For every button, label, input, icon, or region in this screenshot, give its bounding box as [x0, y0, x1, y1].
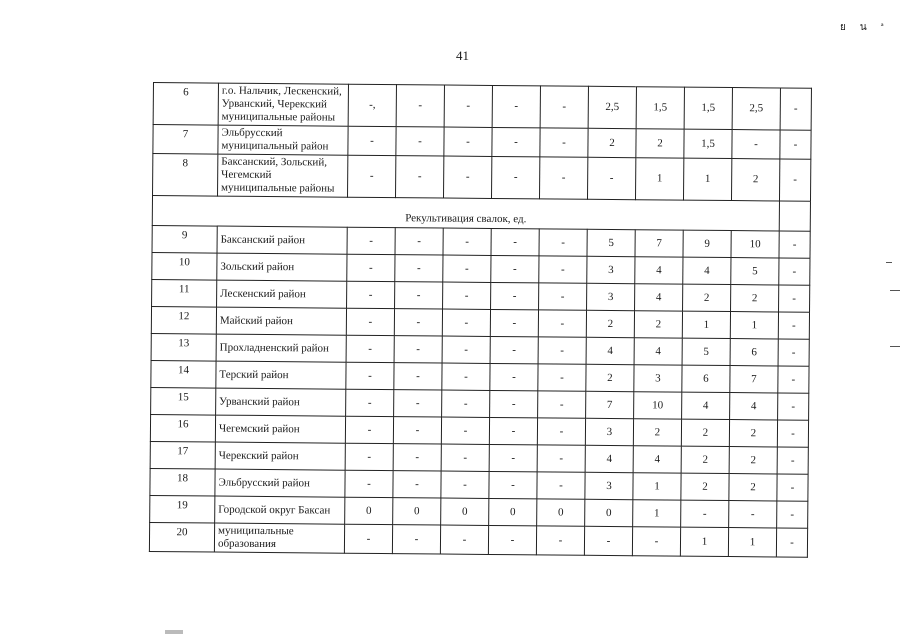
- row-number: 8: [153, 154, 218, 197]
- value-cell: -: [491, 228, 539, 255]
- row-name: Городской округ Баксан: [215, 496, 345, 524]
- top-rows: [153, 83, 812, 202]
- value-cell: -: [443, 228, 491, 255]
- value-cell: -: [779, 285, 810, 312]
- value-cell: -: [490, 336, 538, 363]
- value-cell: -: [444, 127, 492, 156]
- value-cell: 2: [729, 420, 777, 447]
- value-cell: -: [443, 282, 491, 309]
- row-number: 6: [153, 83, 218, 126]
- value-cell: -: [393, 444, 441, 471]
- corner-mark: ยน: [840, 22, 881, 33]
- row-number: 11: [152, 279, 217, 307]
- value-cell: -: [779, 159, 810, 201]
- row-name: Лескенский район: [217, 280, 347, 308]
- value-cell: -: [538, 337, 586, 364]
- section-title: Рекультивация свалок, ед.: [152, 196, 779, 231]
- value-cell: -: [489, 444, 537, 471]
- value-cell: 1: [680, 527, 728, 556]
- section-spacer-cell: [779, 201, 810, 231]
- value-cell: 2,5: [588, 86, 636, 128]
- value-cell: -: [780, 130, 811, 159]
- value-cell: -: [539, 256, 587, 283]
- value-cell: -: [441, 417, 489, 444]
- value-cell: 1: [633, 473, 681, 500]
- row-name: г.о. Нальчик, Лескенский, Урванский, Черекский муниципальные районы: [218, 83, 348, 126]
- value-cell: -: [393, 417, 441, 444]
- row-number: 19: [150, 495, 215, 523]
- value-cell: -: [443, 255, 491, 282]
- value-cell: -: [489, 471, 537, 498]
- row-number: 13: [151, 333, 216, 361]
- value-cell: -: [777, 447, 808, 474]
- value-cell: -: [537, 472, 585, 499]
- value-cell: -: [538, 310, 586, 337]
- value-cell: 9: [683, 230, 731, 257]
- value-cell: -: [395, 255, 443, 282]
- value-cell: 1: [635, 158, 683, 200]
- value-cell: 6: [730, 339, 778, 366]
- value-cell: -: [395, 282, 443, 309]
- value-cell: 1: [682, 311, 730, 338]
- value-cell: 3: [634, 365, 682, 392]
- row-number: 10: [152, 252, 217, 280]
- row-name: муниципальные образования: [214, 523, 344, 553]
- value-cell: -: [584, 526, 632, 555]
- value-cell: 3: [585, 418, 633, 445]
- value-cell: -: [444, 85, 492, 127]
- value-cell: 2: [681, 446, 729, 473]
- row-name: Зольский район: [217, 253, 347, 281]
- value-cell: 5: [682, 338, 730, 365]
- value-cell: 1,5: [684, 129, 732, 158]
- value-cell: 2: [586, 364, 634, 391]
- value-cell: -: [394, 309, 442, 336]
- value-cell: -: [587, 157, 635, 199]
- table-row: [153, 154, 811, 202]
- row-name: Чегемский район: [215, 415, 345, 443]
- value-cell: -: [778, 312, 809, 339]
- value-cell: -: [491, 255, 539, 282]
- value-cell: -: [441, 444, 489, 471]
- value-cell: -: [538, 364, 586, 391]
- value-cell: 0: [537, 499, 585, 526]
- value-cell: -: [780, 88, 811, 130]
- value-cell: -: [777, 474, 808, 501]
- value-cell: 4: [682, 392, 730, 419]
- value-cell: 0: [393, 498, 441, 525]
- value-cell: -: [538, 391, 586, 418]
- value-cell: 4: [683, 257, 731, 284]
- value-cell: 2: [681, 473, 729, 500]
- value-cell: -: [540, 86, 588, 128]
- value-cell: -: [489, 417, 537, 444]
- value-cell: -: [394, 363, 442, 390]
- value-cell: 5: [731, 258, 779, 285]
- value-cell: -: [346, 362, 394, 389]
- value-cell: -: [347, 254, 395, 281]
- value-cell: 7: [635, 230, 683, 257]
- value-cell: 4: [633, 446, 681, 473]
- value-cell: -: [393, 471, 441, 498]
- value-cell: 2: [633, 419, 681, 446]
- corner-mark: ª: [880, 22, 898, 33]
- scan-smudge: [165, 630, 183, 634]
- value-cell: 1,5: [684, 87, 732, 129]
- value-cell: -: [396, 127, 444, 156]
- row-name: Прохладненский район: [216, 334, 346, 362]
- value-cell: 2: [588, 128, 636, 157]
- value-cell: -: [777, 501, 808, 528]
- edge-mark: [890, 346, 900, 347]
- value-cell: -: [536, 526, 584, 555]
- value-cell: 0: [585, 499, 633, 526]
- value-cell: -: [490, 390, 538, 417]
- value-cell: 6: [682, 365, 730, 392]
- value-cell: -: [392, 525, 440, 554]
- value-cell: -: [539, 157, 587, 199]
- value-cell: 2: [729, 447, 777, 474]
- value-cell: 2: [586, 310, 634, 337]
- row-name: Баксанский, Зольский, Чегемский муниципальные районы: [218, 154, 348, 197]
- value-cell: 4: [635, 284, 683, 311]
- value-cell: -: [345, 416, 393, 443]
- value-cell: -: [348, 155, 396, 197]
- value-cell: 10: [634, 392, 682, 419]
- value-cell: 2: [636, 129, 684, 158]
- value-cell: -: [346, 335, 394, 362]
- value-cell: -: [778, 393, 809, 420]
- value-cell: -: [778, 366, 809, 393]
- value-cell: 10: [731, 231, 779, 258]
- row-number: 20: [149, 522, 214, 552]
- row-number: 7: [153, 125, 218, 155]
- value-cell: -: [681, 500, 729, 527]
- value-cell: -: [346, 308, 394, 335]
- page-number: 41: [456, 48, 469, 63]
- row-name: Черекский район: [215, 442, 345, 470]
- value-cell: 2: [683, 284, 731, 311]
- value-cell: 4: [730, 393, 778, 420]
- value-cell: -: [492, 85, 540, 127]
- value-cell: 0: [489, 498, 537, 525]
- value-cell: 5: [587, 229, 635, 256]
- value-cell: 2: [729, 474, 777, 501]
- value-cell: -: [540, 128, 588, 157]
- row-name: Эльбрусский муниципальный район: [218, 125, 348, 155]
- value-cell: -: [491, 156, 539, 198]
- row-number: 15: [151, 387, 216, 415]
- value-cell: -: [394, 336, 442, 363]
- value-cell: 1: [633, 500, 681, 527]
- value-cell: -: [729, 501, 777, 528]
- value-cell: -: [779, 258, 810, 285]
- table-row: [153, 83, 811, 131]
- value-cell: -: [632, 527, 680, 556]
- row-name: Баксанский район: [217, 226, 347, 254]
- value-cell: -: [345, 443, 393, 470]
- value-cell: -: [394, 390, 442, 417]
- row-name: Эльбрусский район: [215, 469, 345, 497]
- edge-mark: [890, 290, 900, 291]
- value-cell: -: [442, 390, 490, 417]
- value-cell: -: [492, 127, 540, 156]
- value-cell: -: [348, 126, 396, 155]
- value-cell: 3: [587, 283, 635, 310]
- value-cell: 0: [345, 497, 393, 524]
- row-number: 16: [150, 414, 215, 442]
- data-table: [149, 82, 812, 558]
- value-cell: 1: [730, 312, 778, 339]
- value-cell: 2: [731, 159, 779, 201]
- value-cell: -: [732, 130, 780, 159]
- value-cell: 0: [441, 498, 489, 525]
- value-cell: -: [441, 471, 489, 498]
- value-cell: -: [539, 283, 587, 310]
- value-cell: -: [396, 85, 444, 127]
- value-cell: -: [346, 389, 394, 416]
- row-number: 12: [151, 306, 216, 334]
- value-cell: -: [776, 528, 807, 557]
- value-cell: -: [443, 156, 491, 198]
- corner-marks: [840, 20, 897, 35]
- value-cell: -: [779, 231, 810, 258]
- table-row: [149, 522, 807, 557]
- value-cell: -: [345, 470, 393, 497]
- value-cell: -,: [348, 84, 396, 126]
- value-cell: 2: [681, 419, 729, 446]
- value-cell: 4: [634, 338, 682, 365]
- value-cell: -: [491, 282, 539, 309]
- value-cell: 7: [586, 391, 634, 418]
- value-cell: -: [490, 309, 538, 336]
- value-cell: -: [490, 363, 538, 390]
- value-cell: -: [777, 420, 808, 447]
- value-cell: -: [778, 339, 809, 366]
- value-cell: 7: [730, 366, 778, 393]
- table-body: [149, 225, 810, 557]
- value-cell: -: [442, 309, 490, 336]
- row-name: Урванский район: [216, 388, 346, 416]
- value-cell: -: [347, 227, 395, 254]
- value-cell: 2,5: [732, 88, 780, 130]
- value-cell: -: [537, 418, 585, 445]
- value-cell: -: [488, 525, 536, 554]
- value-cell: -: [442, 363, 490, 390]
- row-number: 14: [151, 360, 216, 388]
- value-cell: 1,5: [636, 87, 684, 129]
- value-cell: 2: [731, 285, 779, 312]
- value-cell: -: [539, 229, 587, 256]
- value-cell: 4: [635, 257, 683, 284]
- value-cell: -: [347, 281, 395, 308]
- value-cell: -: [442, 336, 490, 363]
- value-cell: 2: [634, 311, 682, 338]
- row-number: 17: [150, 441, 215, 469]
- value-cell: 3: [587, 256, 635, 283]
- row-number: 18: [150, 468, 215, 496]
- value-cell: -: [395, 228, 443, 255]
- edge-mark: [886, 262, 892, 263]
- value-cell: 4: [585, 445, 633, 472]
- value-cell: -: [537, 445, 585, 472]
- value-cell: 3: [585, 472, 633, 499]
- value-cell: -: [440, 525, 488, 554]
- value-cell: 1: [728, 528, 776, 557]
- value-cell: -: [344, 524, 392, 553]
- value-cell: 4: [586, 337, 634, 364]
- value-cell: 1: [683, 158, 731, 200]
- row-number: 9: [152, 225, 217, 253]
- value-cell: -: [396, 156, 444, 198]
- row-name: Майский район: [216, 307, 346, 335]
- row-name: Терский район: [216, 361, 346, 389]
